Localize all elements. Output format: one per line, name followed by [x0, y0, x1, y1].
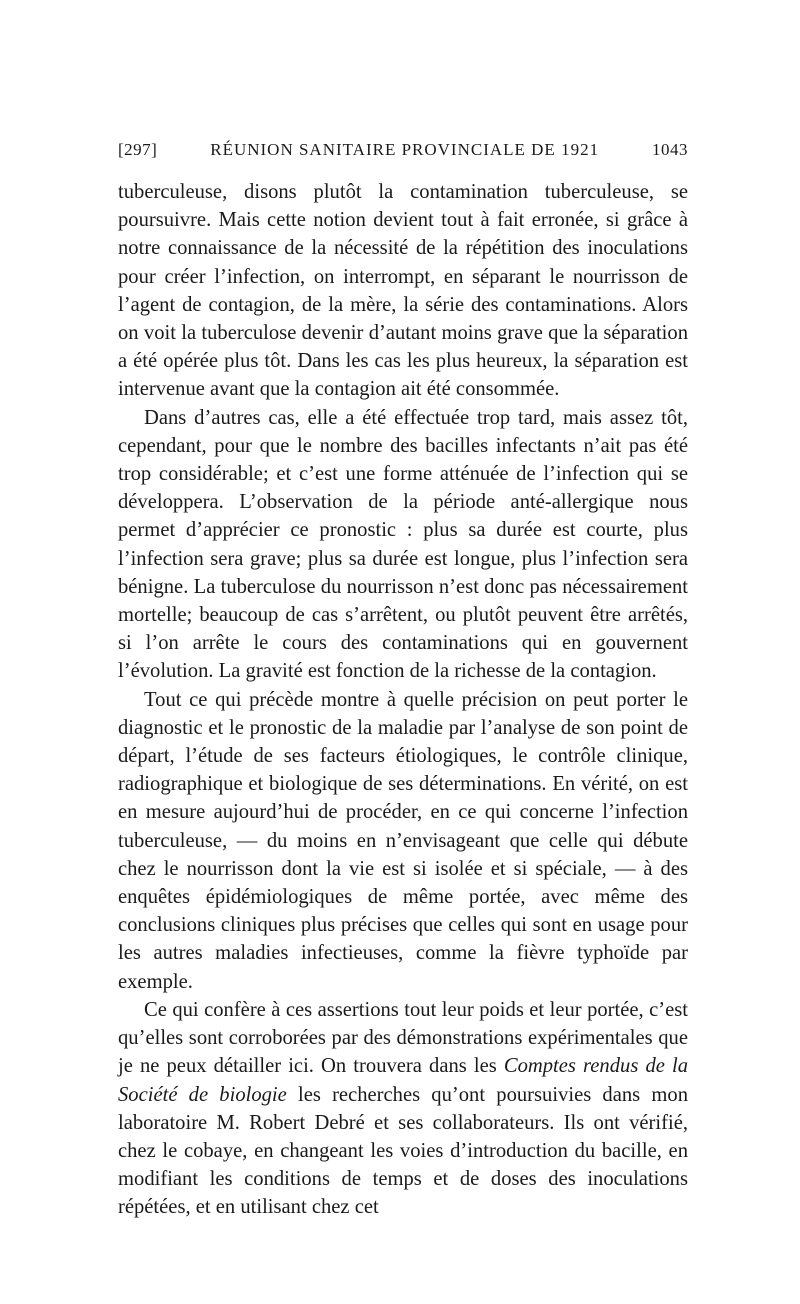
paragraph-prognosis: Dans d’autres cas, elle a été effectuée trop tard, mais assez tôt, cependant, pour que le nombre des bacilles infectants n’ait pas été trop considérable; et c’est une forme atténuée de l’infection qui se développera. L’observation de la période anté-allergique nous permet d’apprécier ce pronostic : plus sa durée est courte, plus l’infection sera grave; plus sa durée est longue, plus l’infection sera bénigne. La tuberculose du nourrisson n’est donc pas nécessairement mortelle; beaucoup de cas s’arrêtent, ou plutôt peuvent être arrêtés, si l’on arrête le cours des contaminations qui en gouvernent l’évolution. La gravité est fonction de la richesse de la contagion. [118, 406, 688, 683]
paragraph-text-after: les recherches qu’ont poursuivies dans mon laboratoire M. Robert Debré et ses collaborateurs. Ils ont vérifié, chez le cobaye, en changeant les voies d’introduction du bacille, en modifiant les conditions de temps et de doses des inoculations répétées, et en utilisant chez cet [118, 1083, 688, 1219]
paragraph-continuation: tuberculeuse, disons plutôt la contamination tuberculeuse, se poursuivre. Mais cette notion devient tout à fait erronée, si grâce à notre connaissance de la nécessité de la répétition des inoculations pour créer l’infection, on interrompt, en séparant le nourrisson de l’agent de contagion, de la mère, la série des contaminations. Alors on voit la tuberculose devenir d’autant moins grave que la séparation a été opérée plus tôt. Dans les cas les plus heureux, la séparation est intervenue avant que la contagion ait été consommée. [118, 181, 688, 401]
paragraph-experiments [118, 996, 688, 1222]
paragraph-text-before: Ce qui confère à ces assertions tout leur poids et leur portée, c’est qu’elles sont corroborées par des démonstrations expérimentales que je ne peux détailler ici. On trouvera dans les [118, 998, 688, 1078]
paragraph-diagnosis: Tout ce qui précède montre à quelle précision on peut porter le diagnostic et le pronostic de la maladie par l’analyse de son point de départ, l’étude de ses facteurs étiologiques, le contrôle clinique, radiographique et biologique de ses déterminations. En vérité, on est en mesure aujourd’hui de procéder, en ce qui concerne l’infection tuberculeuse, — du moins en n’envisageant que celle qui débute chez le nourrisson dont la vie est si isolée et si spéciale, — à des enquêtes épidémiologiques de même portée, avec même des conclusions cliniques plus précises que celles qui sont en usage pour les autres maladies infectieuses, comme la fièvre typhoïde par exemple. [118, 688, 688, 993]
running-title: RÉUNION SANITAIRE PROVINCIALE DE 1921 [210, 140, 600, 159]
section-number: [297] [118, 140, 158, 159]
running-header [118, 140, 688, 160]
journal-title: Comptes rendus de la Société de biologie [118, 1055, 688, 1106]
body-text [118, 178, 688, 1222]
book-page [118, 140, 688, 1222]
page-number: 1043 [651, 140, 688, 159]
